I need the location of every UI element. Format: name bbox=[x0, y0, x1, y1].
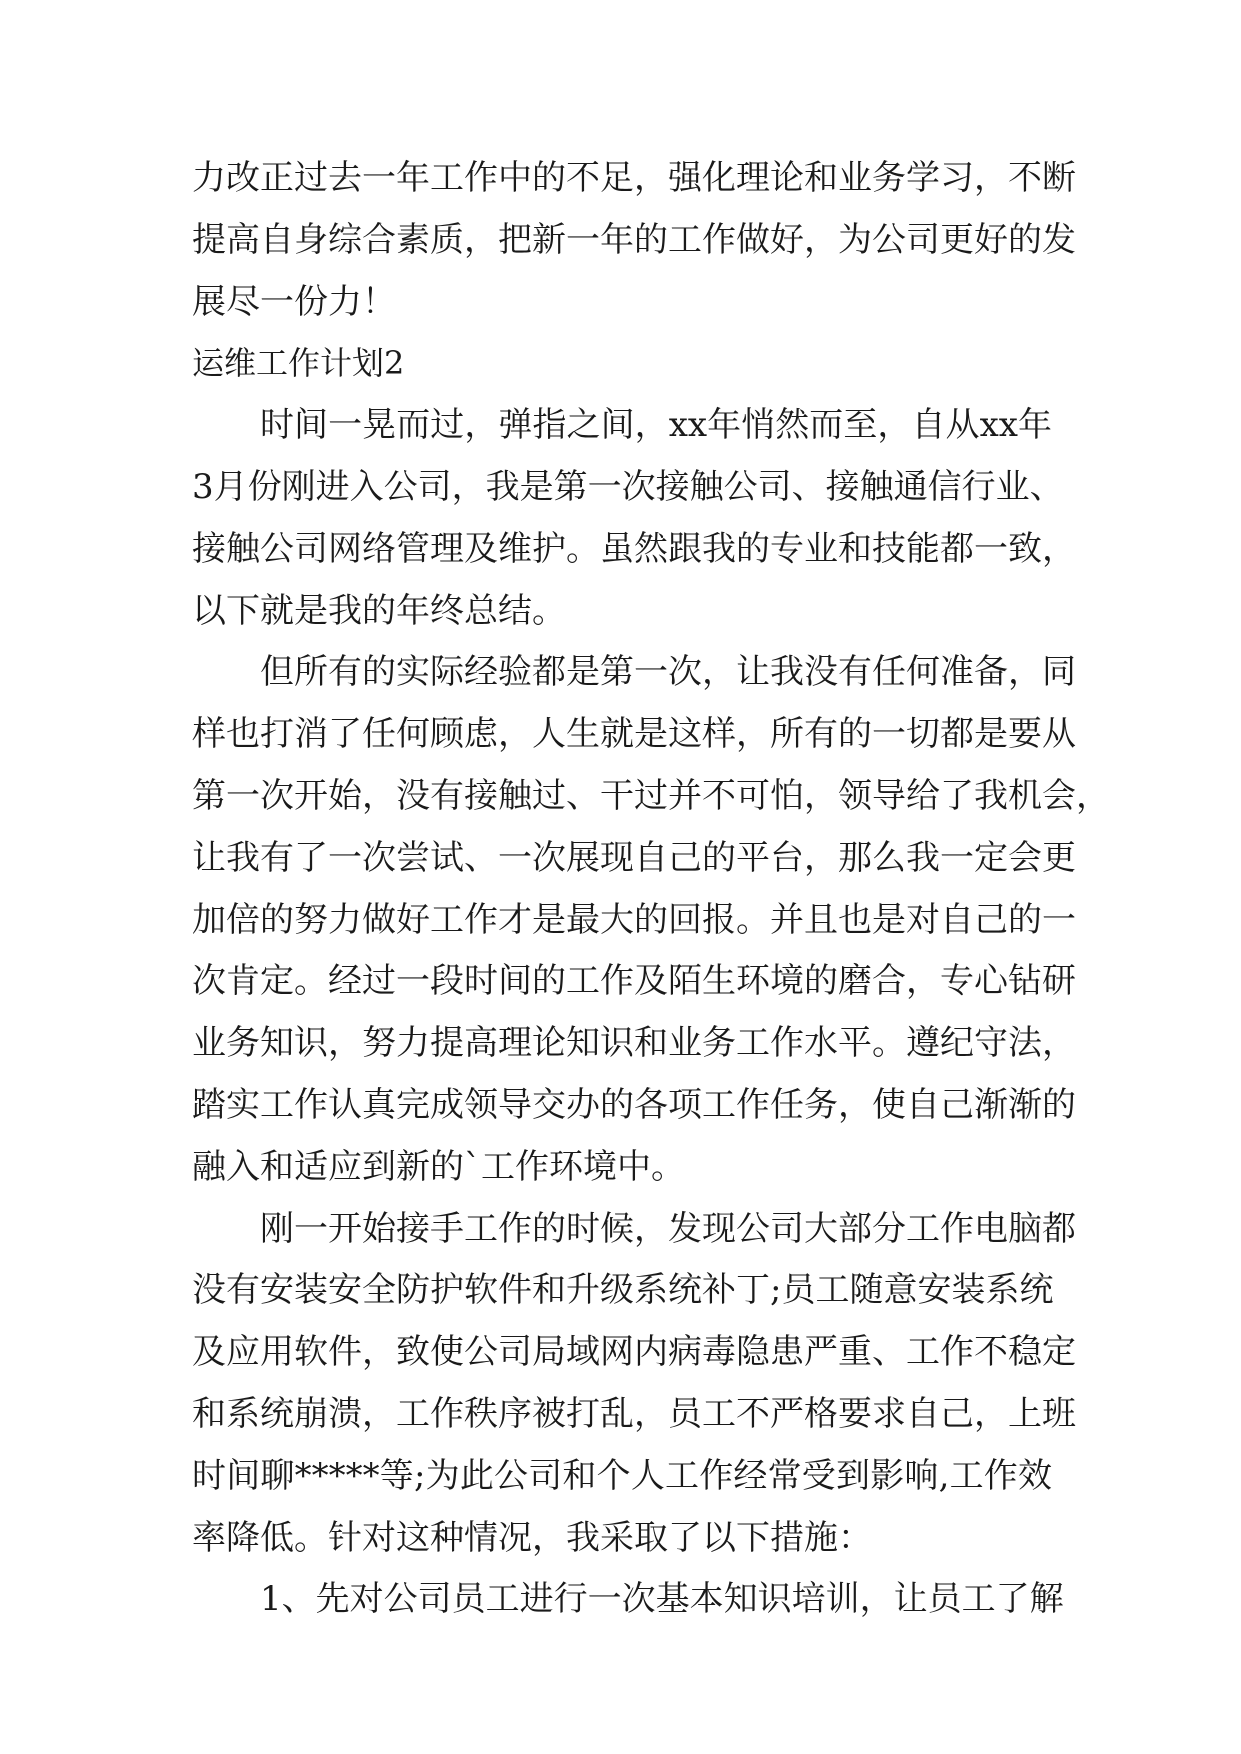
document-page bbox=[192, 148, 1110, 1631]
text-line: 样也打消了任何顾虑，人生就是这样，所有的一切都是要从 bbox=[192, 714, 1076, 755]
text-line: 时间聊*****等;为此公司和个人工作经常受到影响,工作效 bbox=[192, 1455, 1052, 1496]
text-line: 时间一晃而过，弹指之间，xx年悄然而至，自从xx年 bbox=[260, 405, 1052, 446]
text-line: 和系统崩溃，工作秩序被打乱，员工不严格要求自己，上班 bbox=[192, 1393, 1076, 1434]
text-line: 加倍的努力做好工作才是最大的回报。并且也是对自己的一 bbox=[192, 899, 1076, 940]
paragraph-continuation bbox=[192, 148, 1076, 333]
text-line: 让我有了一次尝试、一次展现自己的平台，那么我一定会更 bbox=[192, 837, 1076, 878]
text-line: 踏实工作认真完成领导交办的各项工作任务，使自己渐渐的 bbox=[192, 1084, 1076, 1125]
text-line: 力改正过去一年工作中的不足，强化理论和业务学习，不断 bbox=[192, 158, 1076, 198]
text-line: 以下就是我的年终总结。 bbox=[192, 590, 566, 631]
text-line: 展尽一份力！ bbox=[192, 281, 396, 322]
paragraph-2 bbox=[192, 642, 1110, 1198]
text-line: 第一次开始，没有接触过、干过并不可怕，领导给了我机会， bbox=[192, 775, 1110, 816]
text-line: 融入和适应到新的`工作环境中。 bbox=[192, 1146, 685, 1187]
text-line: 但所有的实际经验都是第一次，让我没有任何准备，同 bbox=[260, 652, 1076, 693]
text-line: 次肯定。经过一段时间的工作及陌生环境的磨合，专心钻研 bbox=[192, 961, 1076, 1002]
paragraph-3 bbox=[192, 1199, 1076, 1570]
paragraph-4 bbox=[192, 1569, 1064, 1631]
text-line: 接触公司网络管理及维护。虽然跟我的专业和技能都一致， bbox=[192, 528, 1076, 569]
text-line: 率降低。针对这种情况，我采取了以下措施： bbox=[192, 1517, 872, 1558]
text-line: 刚一开始接手工作的时候，发现公司大部分工作电脑都 bbox=[260, 1208, 1076, 1249]
text-line: 没有安装安全防护软件和升级系统补丁;员工随意安装系统 bbox=[192, 1270, 1054, 1311]
text-line: 3月份刚进入公司，我是第一次接触公司、接触通信行业、 bbox=[192, 466, 1064, 507]
section-title: 运维工作计划2 bbox=[192, 344, 405, 383]
text-line: 提高自身综合素质，把新一年的工作做好，为公司更好的发 bbox=[192, 219, 1076, 260]
text-line: 及应用软件，致使公司局域网内病毒隐患严重、工作不稳定 bbox=[192, 1332, 1076, 1373]
text-line: 业务知识，努力提高理论知识和业务工作水平。遵纪守法， bbox=[192, 1023, 1076, 1064]
text-line: 1、先对公司员工进行一次基本知识培训，让员工了解 bbox=[260, 1579, 1064, 1620]
paragraph-1 bbox=[192, 395, 1076, 642]
